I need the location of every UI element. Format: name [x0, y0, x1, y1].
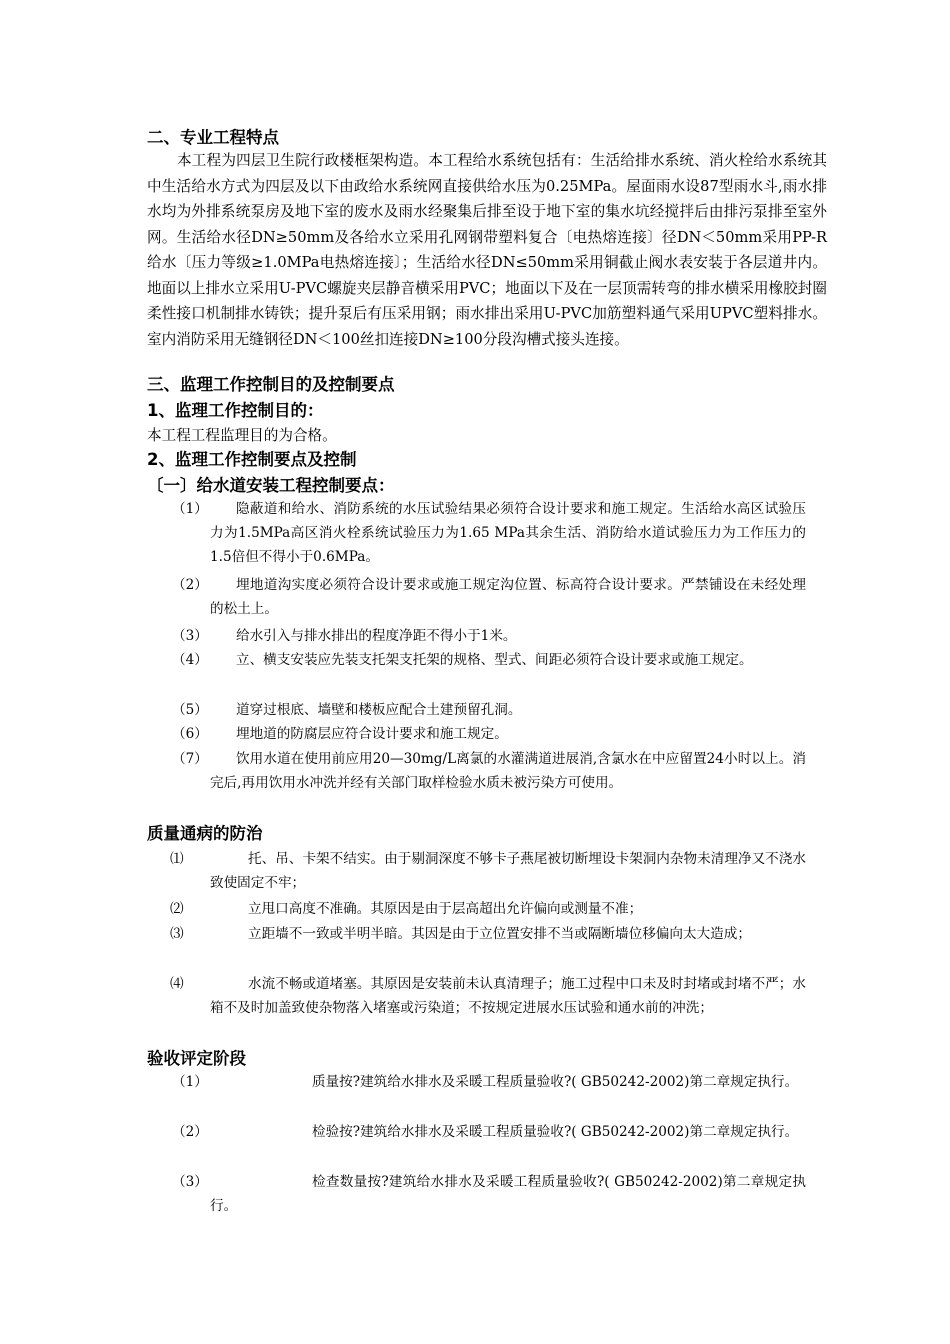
list-item	[0, 1070, 950, 1118]
list-item	[0, 972, 950, 1044]
list-item	[0, 1120, 950, 1168]
item-number: （1）	[172, 1074, 208, 1090]
item-text: 立甩口高度不准确。其原因是由于层高超出允许偏向或测量不准；	[248, 901, 643, 917]
list-item	[0, 573, 950, 621]
item-text: 隐蔽道和给水、消防系统的水压试验结果必须符合设计要求和施工规定。生活给水高区试验压力为1.5MPa高区消火栓系统试验压力为1.65 MPa其余生活、消防给水道试验压力为工作压力的1.5倍但不得小于0.6MPa。	[210, 501, 806, 565]
section3-sub2-heading: 2、监理工作控制要点及控制	[147, 450, 357, 469]
list-item	[0, 698, 950, 722]
list-item	[0, 922, 950, 970]
item-number: （4）	[172, 652, 208, 668]
section3-sub1-heading: 1、监理工作控制目的：	[147, 401, 324, 420]
item-number: （2）	[172, 577, 208, 593]
item-number: （7）	[172, 751, 208, 767]
item-number: （2）	[172, 1124, 208, 1140]
item-number: ⑶	[170, 926, 184, 942]
list-item	[0, 722, 950, 746]
part1-heading: 〔一〕给水道安装工程控制要点：	[147, 476, 395, 495]
item-text: 检查数量按?建筑给水排水及采暖工程质量验收?( GB50242-2002)第二章规定执行。	[210, 1174, 806, 1214]
item-number: ⑷	[170, 976, 184, 992]
item-number: （3）	[172, 628, 208, 644]
item-number: （5）	[172, 702, 208, 718]
section3-heading: 三、监理工作控制目的及控制要点	[147, 375, 395, 394]
item-number: ⑵	[170, 901, 184, 917]
item-text: 检验按?建筑给水排水及采暖工程质量验收?( GB50242-2002)第二章规定执行。	[312, 1124, 799, 1140]
list-item	[0, 648, 950, 696]
item-text: 道穿过根底、墙壁和楼板应配合土建预留孔洞。	[236, 702, 522, 718]
item-text: 饮用水道在使用前应用20—30mg/L离氯的水灌满道进展消,含氯水在中应留置24小时以上。消完后,再用饮用水冲洗并经有关部门取样检验水质未被污染方可使用。	[210, 751, 806, 791]
item-text: 立距墙不一致或半明半暗。其因是由于立位置安排不当或隔断墙位移偏向太大造成；	[248, 926, 751, 942]
item-number: ⑴	[170, 851, 184, 867]
item-text: 水流不畅或道堵塞。其原因是安装前未认真清理子；施工过程中口未及时封堵或封堵不严；水箱不及时加盖致使杂物落入堵塞或污染道；不按规定进展水压试验和通水前的冲洗；	[210, 976, 806, 1016]
quality-heading: 质量通病的防治	[147, 824, 263, 843]
list-item	[0, 747, 950, 819]
item-number: （1）	[172, 501, 208, 517]
list-item	[0, 497, 950, 569]
item-text: 立、横支安装应先装支托架支托架的规格、型式、间距必须符合设计要求或施工规定。	[236, 652, 753, 668]
item-text: 给水引入与排水排出的程度净距不得小于1米。	[236, 628, 517, 644]
item-number: （3）	[172, 1174, 208, 1190]
section3-sub1-text: 本工程工程监理目的为合格。	[147, 427, 337, 444]
item-text: 埋地道沟实度必须符合设计要求或施工规定沟位置、标高符合设计要求。严禁铺设在未经处理的松土上。	[210, 577, 806, 617]
list-item	[0, 624, 950, 648]
list-item	[0, 897, 950, 921]
item-text: 质量按?建筑给水排水及采暖工程质量验收?( GB50242-2002)第二章规定执行。	[312, 1074, 799, 1090]
item-text: 埋地道的防腐层应符合设计要求和施工规定。	[236, 726, 508, 742]
section2-heading: 二、专业工程特点	[147, 128, 279, 147]
list-item	[0, 1170, 950, 1218]
list-item	[0, 847, 950, 895]
item-number: （6）	[172, 726, 208, 742]
acceptance-heading: 验收评定阶段	[147, 1049, 246, 1068]
item-text: 托、吊、卡架不结实。由于剔洞深度不够卡子燕尾被切断埋设卡架洞内杂物未清理净又不浇水致使固定不牢；	[210, 851, 806, 891]
section2-paragraph: 本工程为四层卫生院行政楼框架构造。本工程给水系统包括有：生活给排水系统、消火栓给水系统其中生活给水方式为四层及以下由政给水系统网直接供给水压为0.25MPa。屋面雨水设87型雨水斗,雨水排水均为外排系统泵房及地下室的废水及雨水经聚集后排至设于地下室的集水坑经搅拌后由排污泵排至室外网。生活给水径DN≥50mm及各给水立采用孔网钢带塑料复合〔电热熔连接〕径DN＜50mm采用PP-R给水〔压力等级≥1.0MPa电热熔连接〕；生活给水径DN≤50mm采用铜截止阀水表安装于各层道井内。地面以上排水立采用U-PVC螺旋夹层静音横采用PVC；地面以下及在一层顶需转弯的排水横采用橡胶封圈柔性接口机制排水铸铁；提升泵后有压采用钢；雨水排出采用U-PVC加筋塑料通气采用UPVC塑料排水。室内消防采用无缝钢径DN＜100丝扣连接DN≥100分段沟槽式接头连接。	[147, 152, 827, 348]
